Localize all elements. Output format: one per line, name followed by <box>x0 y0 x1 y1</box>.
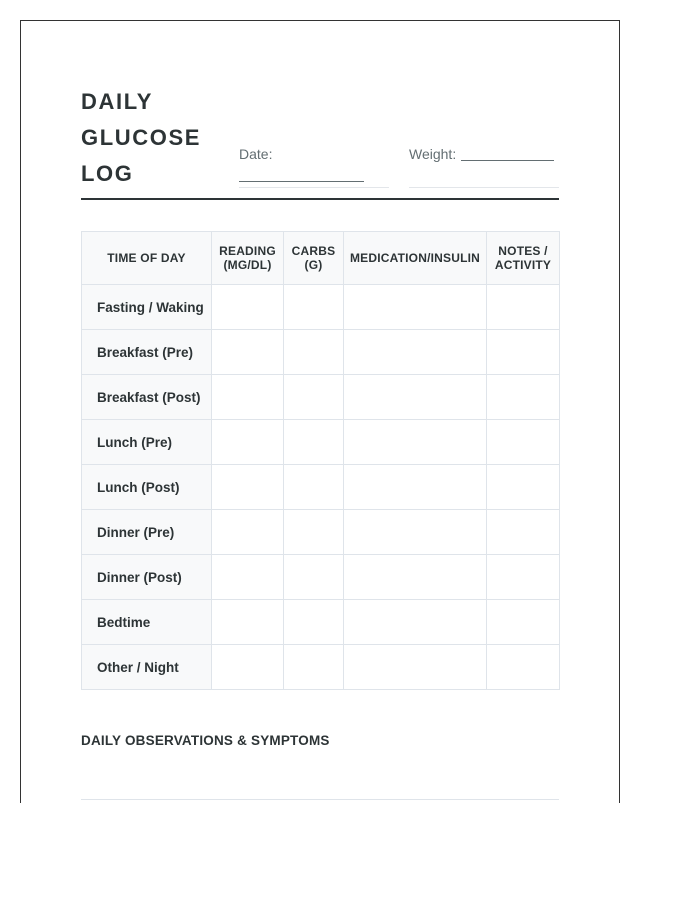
reading-cell[interactable] <box>212 375 284 420</box>
time-of-day-cell: Breakfast (Post) <box>82 375 212 420</box>
carbs-cell[interactable] <box>284 600 344 645</box>
medication-cell[interactable] <box>344 645 487 690</box>
carbs-cell[interactable] <box>284 420 344 465</box>
table-row <box>82 375 560 420</box>
header-divider <box>81 198 559 200</box>
notes-cell[interactable] <box>487 285 560 330</box>
notes-cell[interactable] <box>487 645 560 690</box>
time-of-day-cell: Breakfast (Pre) <box>82 330 212 375</box>
medication-cell[interactable] <box>344 375 487 420</box>
medication-cell[interactable] <box>344 510 487 555</box>
medication-cell[interactable] <box>344 285 487 330</box>
reading-cell[interactable] <box>212 285 284 330</box>
table-row <box>82 330 560 375</box>
glucose-log-table <box>81 231 560 690</box>
observations-field[interactable] <box>81 799 559 800</box>
table-row <box>82 555 560 600</box>
title-line-1: DAILY <box>81 89 153 114</box>
title-line-2: GLUCOSE <box>81 125 201 150</box>
table-row <box>82 420 560 465</box>
table-row <box>82 510 560 555</box>
table-row <box>82 285 560 330</box>
reading-cell[interactable] <box>212 420 284 465</box>
date-field[interactable] <box>239 181 364 182</box>
time-of-day-cell: Dinner (Post) <box>82 555 212 600</box>
date-label: Date: <box>239 146 273 162</box>
table-row <box>82 600 560 645</box>
carbs-cell[interactable] <box>284 510 344 555</box>
notes-cell[interactable] <box>487 465 560 510</box>
observations-heading: DAILY OBSERVATIONS & SYMPTOMS <box>81 733 330 748</box>
time-of-day-cell: Other / Night <box>82 645 212 690</box>
carbs-cell[interactable] <box>284 330 344 375</box>
weight-label: Weight: <box>409 146 457 162</box>
carbs-cell[interactable] <box>284 285 344 330</box>
carbs-cell[interactable] <box>284 375 344 420</box>
notes-cell[interactable] <box>487 510 560 555</box>
reading-cell[interactable] <box>212 555 284 600</box>
column-header-time: TIME OF DAY <box>82 232 212 285</box>
title-line-3: LOG <box>81 161 134 186</box>
carbs-cell[interactable] <box>284 555 344 600</box>
time-of-day-cell: Fasting / Waking <box>82 285 212 330</box>
table-row <box>82 645 560 690</box>
column-header-carbs: CARBS (G) <box>284 232 344 285</box>
table-header-row <box>82 232 560 285</box>
weight-field[interactable] <box>461 160 554 161</box>
notes-cell[interactable] <box>487 600 560 645</box>
carbs-cell[interactable] <box>284 645 344 690</box>
notes-cell[interactable] <box>487 555 560 600</box>
reading-cell[interactable] <box>212 645 284 690</box>
notes-cell[interactable] <box>487 375 560 420</box>
notes-cell[interactable] <box>487 420 560 465</box>
time-of-day-cell: Bedtime <box>82 600 212 645</box>
date-divider <box>239 187 389 188</box>
reading-cell[interactable] <box>212 465 284 510</box>
medication-cell[interactable] <box>344 465 487 510</box>
notes-cell[interactable] <box>487 330 560 375</box>
time-of-day-cell: Dinner (Pre) <box>82 510 212 555</box>
column-header-medication: MEDICATION/INSULIN <box>344 232 487 285</box>
time-of-day-cell: Lunch (Post) <box>82 465 212 510</box>
weight-divider <box>409 187 559 188</box>
reading-cell[interactable] <box>212 510 284 555</box>
medication-cell[interactable] <box>344 555 487 600</box>
page-title <box>81 84 201 192</box>
column-header-reading: READING (MG/DL) <box>212 232 284 285</box>
medication-cell[interactable] <box>344 600 487 645</box>
medication-cell[interactable] <box>344 330 487 375</box>
carbs-cell[interactable] <box>284 465 344 510</box>
column-header-notes: NOTES / ACTIVITY <box>487 232 560 285</box>
time-of-day-cell: Lunch (Pre) <box>82 420 212 465</box>
table-row <box>82 465 560 510</box>
reading-cell[interactable] <box>212 600 284 645</box>
reading-cell[interactable] <box>212 330 284 375</box>
medication-cell[interactable] <box>344 420 487 465</box>
